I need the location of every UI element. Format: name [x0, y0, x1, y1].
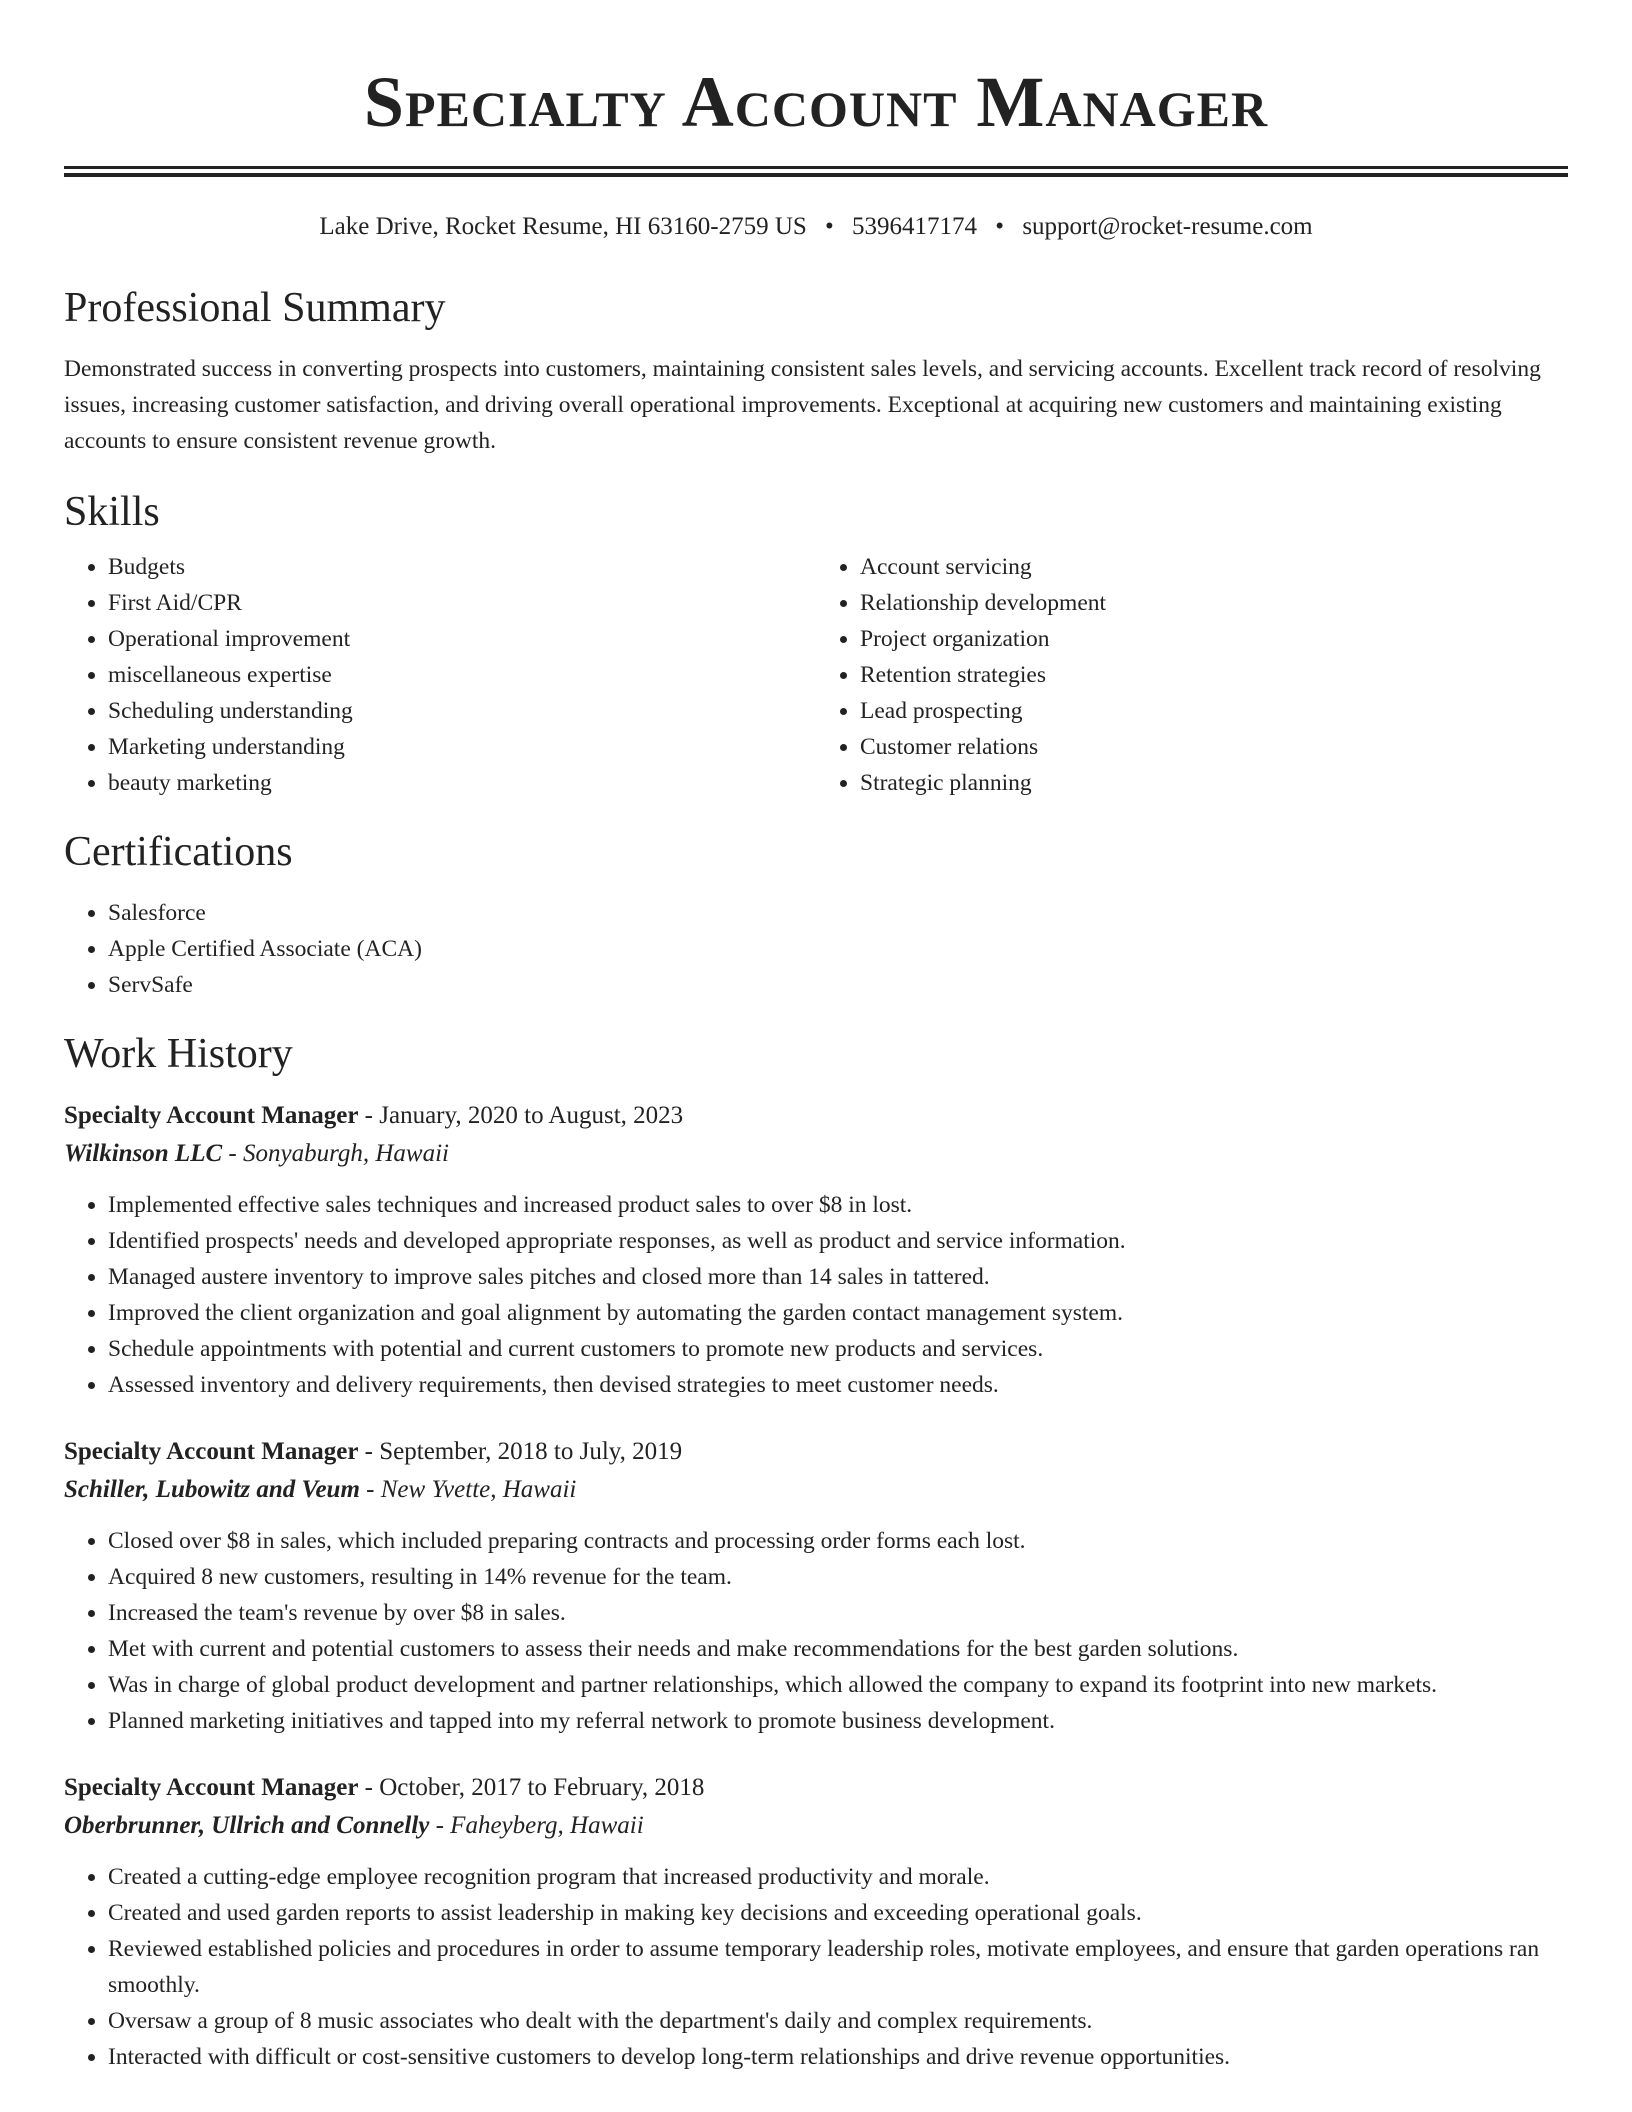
- job-bullet: • Schedule appointments with potential and current customers to promote new products and services.: [108, 1331, 1568, 1367]
- job-company-line: [64, 1807, 1568, 1845]
- job-bullet: • Identified prospects' needs and developed appropriate responses, as well as product and service information.: [108, 1223, 1568, 1259]
- job-bullet: • Acquired 8 new customers, resulting in 14% revenue for the team.: [108, 1559, 1568, 1595]
- job-bullet: • Implemented effective sales techniques and increased product sales to over $8 in lost.: [108, 1187, 1568, 1223]
- job-role: Specialty Account Manager: [64, 1102, 359, 1129]
- certification-item: • Salesforce: [108, 895, 1568, 931]
- skill-item: • Operational improvement: [108, 621, 816, 657]
- job-bullet: • Was in charge of global product development and partner relationships, which allowed the company to expand its footprint into new markets.: [108, 1667, 1568, 1703]
- skill-item: • Customer relations: [860, 729, 1568, 765]
- job-bullet: • Created a cutting-edge employee recognition program that increased productivity and morale.: [108, 1859, 1568, 1895]
- skills-heading: Skills: [64, 489, 160, 535]
- job-entry: [64, 1097, 1568, 1403]
- certification-item: • ServSafe: [108, 967, 1568, 1003]
- job-bullet: • Planned marketing initiatives and tapped into my referral network to promote business development.: [108, 1703, 1568, 1739]
- summary-heading: Professional Summary: [64, 285, 446, 331]
- contact-separator: •: [995, 213, 1005, 240]
- job-bullet: • Created and used garden reports to assist leadership in making key decisions and exceeding operational goals.: [108, 1895, 1568, 1931]
- job-entry: [64, 1433, 1568, 1739]
- job-title-line: [64, 1769, 1568, 1807]
- summary-text: Demonstrated success in converting prospects into customers, maintaining consistent sales levels, and servicing accounts. Excellent track record of resolving issues, increasing customer satisfaction, and driving overall operational improvements. Exceptional at acquiring new customers and maintaining existing accounts to ensure consistent revenue growth.: [64, 356, 1541, 454]
- job-location: - New Yvette, Hawaii: [359, 1476, 577, 1503]
- job-dates: - January, 2020 to August, 2023: [358, 1102, 684, 1129]
- certification-item: • Apple Certified Associate (ACA): [108, 931, 1568, 967]
- contact-line: [64, 211, 1568, 243]
- job-bullets: [64, 1187, 1568, 1403]
- job-bullet: • Met with current and potential customers to assess their needs and make recommendations for the best garden solutions.: [108, 1631, 1568, 1667]
- job-role: Specialty Account Manager: [64, 1774, 359, 1801]
- certifications-heading: Certifications: [64, 829, 293, 875]
- job-bullet: • Interacted with difficult or cost-sensitive customers to develop long-term relationships and drive revenue opportunities.: [108, 2039, 1568, 2075]
- skills-columns: [64, 549, 1568, 801]
- skill-item: • miscellaneous expertise: [108, 657, 816, 693]
- job-title-line: [64, 1433, 1568, 1471]
- skill-item: • Account servicing: [860, 549, 1568, 585]
- job-bullet: • Assessed inventory and delivery requirements, then devised strategies to meet customer needs.: [108, 1367, 1568, 1403]
- job-company-line: [64, 1471, 1568, 1509]
- job-location: - Faheyberg, Hawaii: [429, 1812, 644, 1839]
- job-dates: - September, 2018 to July, 2019: [358, 1438, 683, 1465]
- job-bullet: • Oversaw a group of 8 music associates who dealt with the department's daily and complex requirements.: [108, 2003, 1568, 2039]
- job-dates: - October, 2017 to February, 2018: [358, 1774, 705, 1801]
- job-bullet: • Closed over $8 in sales, which included preparing contracts and processing order forms each lost.: [108, 1523, 1568, 1559]
- skill-item: • Retention strategies: [860, 657, 1568, 693]
- job-company: Wilkinson LLC: [64, 1140, 223, 1167]
- job-bullet: • Managed austere inventory to improve sales pitches and closed more than 14 sales in tattered.: [108, 1259, 1568, 1295]
- certifications-list: [64, 895, 1568, 1003]
- contact-phone: 5396417174: [852, 213, 978, 240]
- title-divider: [64, 166, 1568, 177]
- work-history-heading: Work History: [64, 1031, 293, 1077]
- skill-item: • Strategic planning: [860, 765, 1568, 801]
- job-bullet: • Improved the client organization and goal alignment by automating the garden contact management system.: [108, 1295, 1568, 1331]
- skill-item: • Project organization: [860, 621, 1568, 657]
- skills-list-right: [816, 549, 1568, 801]
- job-company-line: [64, 1135, 1568, 1173]
- job-company: Schiller, Lubowitz and Veum: [64, 1476, 360, 1503]
- job-bullets: [64, 1859, 1568, 2075]
- skill-item: • Marketing understanding: [108, 729, 816, 765]
- job-company: Oberbrunner, Ullrich and Connelly: [64, 1812, 430, 1839]
- job-bullet: • Reviewed established policies and procedures in order to assume temporary leadership roles, motivate employees, and ensure that garden operations ran smoothly.: [108, 1931, 1568, 2003]
- job-location: - Sonyaburgh, Hawaii: [222, 1140, 449, 1167]
- job-title-line: [64, 1097, 1568, 1135]
- contact-address: Lake Drive, Rocket Resume, HI 63160-2759 US: [319, 213, 807, 240]
- resume-title: Specialty Account Manager: [363, 62, 1269, 142]
- skill-item: • Scheduling understanding: [108, 693, 816, 729]
- job-bullet: • Increased the team's revenue by over $8 in sales.: [108, 1595, 1568, 1631]
- job-bullets: [64, 1523, 1568, 1739]
- skill-item: • First Aid/CPR: [108, 585, 816, 621]
- resume-page: [64, 0, 1568, 2075]
- job-entry: [64, 1769, 1568, 2075]
- skill-item: • Budgets: [108, 549, 816, 585]
- skill-item: • Lead prospecting: [860, 693, 1568, 729]
- job-role: Specialty Account Manager: [64, 1438, 359, 1465]
- contact-email[interactable]: support@rocket-resume.com: [1022, 213, 1313, 240]
- skill-item: • Relationship development: [860, 585, 1568, 621]
- skill-item: • beauty marketing: [108, 765, 816, 801]
- contact-separator: •: [825, 213, 834, 240]
- skills-list-left: [64, 549, 816, 801]
